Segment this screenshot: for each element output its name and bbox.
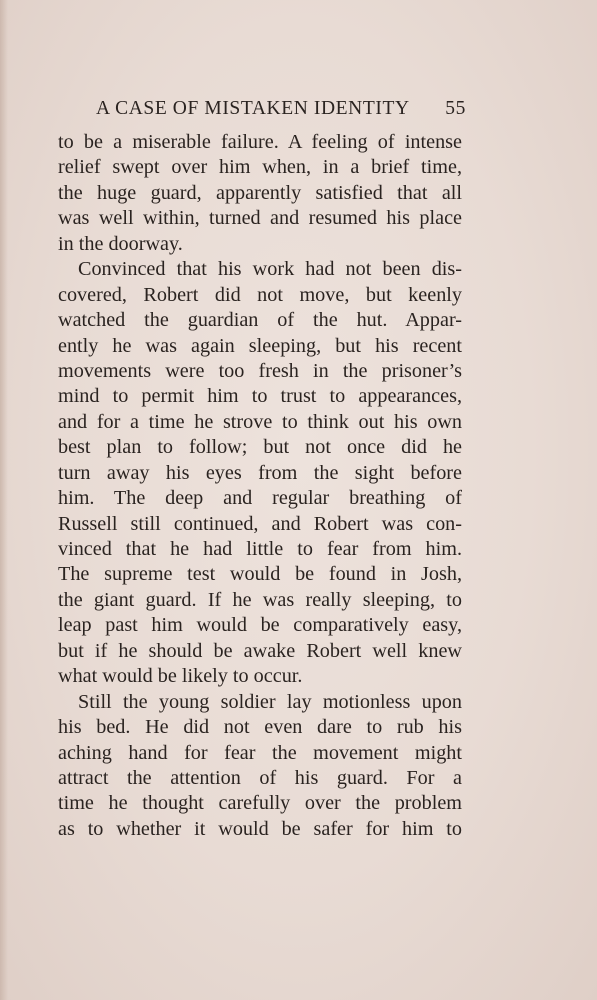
- page-number: 55: [445, 98, 466, 119]
- running-head: [96, 94, 466, 124]
- text-line: attract the attention of his guard. For a: [58, 766, 462, 789]
- text-line: his bed. He did not even dare to rub his: [58, 716, 462, 739]
- text-line: time he thought carefully over the problem: [58, 792, 462, 815]
- text-line: best plan to follow; but not once did he: [58, 436, 462, 459]
- text-line: the giant guard. If he was really sleeping, to: [58, 588, 462, 611]
- text-line: but if he should be awake Robert well knew: [58, 639, 462, 662]
- text-line: to be a miserable failure. A feeling of intense: [58, 131, 462, 153]
- text-line: ently he was again sleeping, but his recent: [58, 334, 462, 357]
- text-line: as to whether it would be safer for him to: [58, 817, 462, 840]
- text-line: turn away his eyes from the sight before: [58, 461, 462, 484]
- text-line: The supreme test would be found in Josh,: [58, 563, 462, 586]
- text-line: Convinced that his work had not been dis-: [78, 258, 462, 281]
- page-edge-shadow: [0, 0, 8, 1000]
- text-line: relief swept over him when, in a brief time,: [58, 156, 462, 179]
- body-text: [58, 130, 462, 842]
- text-line: was well within, turned and resumed his place: [58, 207, 462, 230]
- text-line: Russell still continued, and Robert was con-: [58, 512, 462, 535]
- text-line: watched the guardian of the hut. Appar-: [58, 309, 462, 332]
- text-line: aching hand for fear the movement might: [58, 741, 462, 764]
- text-line: what would be likely to occur.: [58, 665, 303, 688]
- text-line: covered, Robert did not move, but keenly: [58, 283, 462, 306]
- text-line: Still the young soldier lay motionless upon: [78, 690, 462, 713]
- text-line: mind to permit him to trust to appearances,: [58, 385, 462, 408]
- text-line: him. The deep and regular breathing of: [58, 487, 462, 510]
- running-head-title: A CASE OF MISTAKEN IDENTITY: [96, 98, 410, 119]
- text-line: in the doorway.: [58, 232, 183, 255]
- text-line: vinced that he had little to fear from him.: [58, 538, 462, 560]
- text-line: movements were too fresh in the prisoner’s: [58, 359, 462, 382]
- text-line: and for a time he strove to think out his own: [58, 410, 462, 433]
- text-line: the huge guard, apparently satisfied that all: [58, 181, 462, 204]
- text-line: leap past him would be comparatively easy,: [58, 614, 462, 637]
